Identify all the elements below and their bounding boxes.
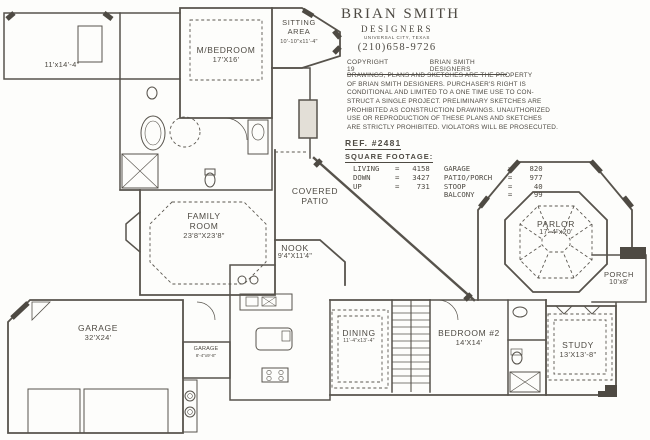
- room-label-dining: DINING 11'-4"x13'-4": [342, 328, 376, 345]
- room-label-porch: PORCH 10'x8': [603, 270, 635, 286]
- copyright-line: OF BRIAN SMITH DESIGNERS. PURCHASER'S RIGHT IS: [347, 80, 526, 88]
- copyright-line: PROHIBITED AS CONSTRUCTION DRAWINGS. UNAUTHORIZED: [347, 106, 551, 114]
- sqft-row: DOWN = 3427: [353, 172, 430, 182]
- square-footage-table: [353, 165, 543, 200]
- copyright-notice: [347, 72, 558, 132]
- sqft-row: BALCONY = 99: [443, 190, 543, 200]
- room-label-garage: GARAGE 32'X24': [78, 323, 118, 343]
- firm-phone: (210)658-9726: [357, 42, 437, 53]
- room-label-garage-small: GARAGE 8'-4"x9'-8": [193, 346, 219, 358]
- sqft-row: UP = 731: [353, 181, 430, 191]
- sqft-column-left: [353, 165, 430, 200]
- copyright-year-blank: [392, 59, 430, 73]
- square-footage-label: SQUARE FOOTAGE:: [345, 152, 434, 161]
- sqft-row: LIVING = 4158: [353, 164, 430, 173]
- copyright-year-label: COPYRIGHT 19: [347, 59, 389, 73]
- sqft-column-right: [444, 165, 543, 200]
- room-label-bedroom-2: BEDROOM #2 14'X14': [438, 328, 500, 348]
- room-label-covered-patio: COVERED PATIO: [291, 186, 339, 207]
- room-label-utility: 11'x14'-4": [44, 60, 80, 69]
- copyright-owner: BRIAN SMITH DESIGNERS: [429, 59, 475, 73]
- copyright-line: USE OR REPRODUCTION OF THESE PLANS AND SKETCHES: [347, 115, 542, 123]
- copyright-line: CONDITIONAL AND LIMITED TO A ONE TIME USE TO CON-: [347, 89, 534, 97]
- copyright-line: STRUCT A SINGLE PROJECT. PRELIMINARY SKETCHES ARE: [347, 97, 542, 105]
- sqft-row: GARAGE = 820: [443, 164, 543, 173]
- room-label-family-room: FAMILY ROOM 23'8"X23'8": [183, 211, 225, 241]
- firm-type: DESIGNERS: [360, 24, 433, 34]
- firm-name: BRIAN SMITH: [341, 6, 461, 22]
- room-label-study: STUDY 13'X13'-8": [559, 340, 597, 360]
- sqft-row: STOOP = 40: [443, 181, 543, 191]
- firm-location: UNIVERSAL CITY, TEXAS: [363, 35, 431, 40]
- title-block: [341, 6, 461, 53]
- room-label-sitting-area: SITTING AREA 10'-10"x11'-4": [280, 18, 318, 45]
- room-label-nook: NOOK 9'4"X11'4": [277, 243, 313, 261]
- room-label-master-bedroom: M/BEDROOM 17'X16': [196, 45, 256, 65]
- copyright-line: DRAWINGS, PLANS AND SKETCHES ARE THE PROPERTY: [347, 72, 533, 79]
- sqft-row: PATIO/PORCH = 977: [443, 172, 543, 182]
- copyright-line: ARE STRICTLY PROHIBITED. VIOLATORS WILL BE PROSECUTED.: [347, 123, 559, 131]
- room-label-parlor: PARLOR 17'-4"x20': [537, 219, 575, 237]
- reference-number: REF. #2481: [345, 138, 402, 148]
